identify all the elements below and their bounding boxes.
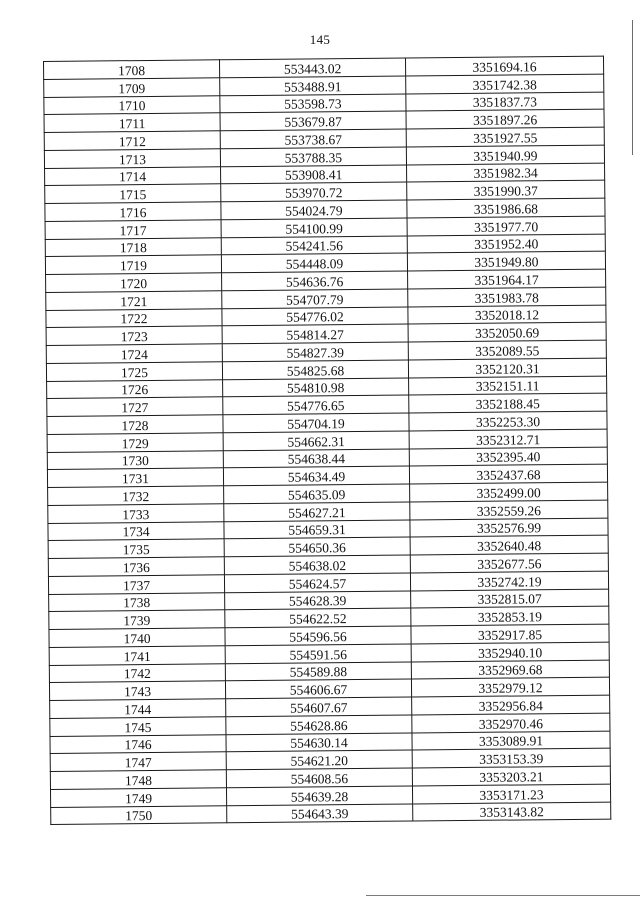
point-number-cell: 1734 <box>48 521 224 540</box>
x-coordinate-cell: 554608.56 <box>226 768 412 788</box>
y-coordinate-cell: 3352312.71 <box>409 429 607 449</box>
y-coordinate-cell: 3352940.10 <box>411 642 609 662</box>
y-coordinate-cell: 3352559.26 <box>410 500 608 520</box>
y-coordinate-cell: 3352742.19 <box>410 571 608 591</box>
x-coordinate-cell: 554622.52 <box>225 608 411 628</box>
y-coordinate-cell: 3353203.21 <box>412 766 610 786</box>
y-coordinate-cell: 3352253.30 <box>409 411 607 431</box>
x-coordinate-cell: 554704.19 <box>223 413 409 433</box>
x-coordinate-cell: 554662.31 <box>223 431 409 451</box>
y-coordinate-cell: 3352956.84 <box>412 695 610 715</box>
point-number-cell: 1735 <box>48 539 224 558</box>
y-coordinate-cell: 3352018.12 <box>408 305 606 325</box>
x-coordinate-cell: 553679.87 <box>220 111 406 131</box>
y-coordinate-cell: 3351694.16 <box>405 56 603 76</box>
y-coordinate-cell: 3352395.40 <box>409 447 607 467</box>
y-coordinate-cell: 3351837.73 <box>406 92 604 112</box>
y-coordinate-cell: 3353143.82 <box>413 802 611 822</box>
y-coordinate-cell: 3351927.55 <box>406 127 604 147</box>
point-number-cell: 1739 <box>49 610 225 629</box>
x-coordinate-cell: 553788.35 <box>220 147 406 167</box>
x-coordinate-cell: 554810.98 <box>223 378 409 398</box>
y-coordinate-cell: 3351983.78 <box>408 287 606 307</box>
x-coordinate-cell: 554591.56 <box>225 644 411 664</box>
y-coordinate-cell: 3352576.99 <box>410 518 608 538</box>
x-coordinate-cell: 553908.41 <box>221 165 407 185</box>
x-coordinate-cell: 554825.68 <box>222 360 408 380</box>
point-number-cell: 1727 <box>47 397 223 416</box>
x-coordinate-cell: 553738.67 <box>220 129 406 149</box>
point-number-cell: 1715 <box>45 184 221 203</box>
x-coordinate-cell: 554589.88 <box>225 661 411 681</box>
point-number-cell: 1746 <box>50 734 226 753</box>
x-coordinate-cell: 554814.27 <box>222 324 408 344</box>
point-number-cell: 1722 <box>46 308 222 327</box>
x-coordinate-cell: 553443.02 <box>219 58 405 78</box>
x-coordinate-cell: 554827.39 <box>222 342 408 362</box>
point-number-cell: 1709 <box>44 78 220 97</box>
y-coordinate-cell: 3351977.70 <box>407 216 605 236</box>
y-coordinate-cell: 3351897.26 <box>406 109 604 129</box>
point-number-cell: 1710 <box>44 95 220 114</box>
x-coordinate-cell: 554241.56 <box>221 236 407 256</box>
y-coordinate-cell: 3352969.68 <box>411 660 609 680</box>
point-number-cell: 1718 <box>45 237 221 256</box>
x-coordinate-cell: 554643.39 <box>227 803 413 823</box>
x-coordinate-cell: 554606.67 <box>225 679 411 699</box>
point-number-cell: 1725 <box>46 362 222 381</box>
x-coordinate-cell: 554621.20 <box>226 750 412 770</box>
point-number-cell: 1720 <box>46 273 222 292</box>
x-coordinate-cell: 554659.31 <box>224 519 410 539</box>
x-coordinate-cell: 554627.21 <box>224 502 410 522</box>
y-coordinate-cell: 3352917.85 <box>411 624 609 644</box>
y-coordinate-cell: 3351940.99 <box>406 145 604 165</box>
point-number-cell: 1711 <box>44 113 220 132</box>
y-coordinate-cell: 3352089.55 <box>408 340 606 360</box>
point-number-cell: 1749 <box>50 788 226 807</box>
y-coordinate-cell: 3352640.48 <box>410 535 608 555</box>
point-number-cell: 1716 <box>45 202 221 221</box>
point-number-cell: 1708 <box>44 60 220 79</box>
point-number-cell: 1717 <box>45 220 221 239</box>
scan-edge-line-right <box>632 20 633 155</box>
y-coordinate-cell: 3353171.23 <box>412 784 610 804</box>
point-number-cell: 1730 <box>47 450 223 469</box>
point-number-cell: 1719 <box>45 255 221 274</box>
point-number-cell: 1736 <box>48 557 224 576</box>
x-coordinate-cell: 554650.36 <box>224 537 410 557</box>
point-number-cell: 1747 <box>50 752 226 771</box>
point-number-cell: 1744 <box>50 699 226 718</box>
x-coordinate-cell: 554630.14 <box>226 732 412 752</box>
point-number-cell: 1729 <box>47 433 223 452</box>
x-coordinate-cell: 554628.39 <box>225 590 411 610</box>
x-coordinate-cell: 554776.02 <box>222 307 408 327</box>
y-coordinate-cell: 3352979.12 <box>411 677 609 697</box>
x-coordinate-cell: 554624.57 <box>224 573 410 593</box>
x-coordinate-cell: 554638.02 <box>224 555 410 575</box>
point-number-cell: 1732 <box>48 486 224 505</box>
x-coordinate-cell: 553970.72 <box>221 182 407 202</box>
point-number-cell: 1748 <box>50 770 226 789</box>
y-coordinate-cell: 3352499.00 <box>410 482 608 502</box>
x-coordinate-cell: 554638.44 <box>223 449 409 469</box>
y-coordinate-cell: 3352188.45 <box>409 393 607 413</box>
point-number-cell: 1721 <box>46 291 222 310</box>
x-coordinate-cell: 554776.65 <box>223 395 409 415</box>
scan-edge-line-bottom <box>366 895 640 896</box>
point-number-cell: 1750 <box>51 805 227 824</box>
point-number-cell: 1741 <box>49 646 225 665</box>
x-coordinate-cell: 554448.09 <box>221 253 407 273</box>
y-coordinate-cell: 3352151.11 <box>409 376 607 396</box>
page-number: 145 <box>309 32 331 47</box>
point-number-cell: 1740 <box>49 628 225 647</box>
y-coordinate-cell: 3352815.07 <box>411 589 609 609</box>
y-coordinate-cell: 3352970.46 <box>412 713 610 733</box>
point-number-cell: 1733 <box>48 504 224 523</box>
x-coordinate-cell: 554100.99 <box>221 218 407 238</box>
x-coordinate-cell: 554607.67 <box>226 697 412 717</box>
x-coordinate-cell: 554639.28 <box>226 786 412 806</box>
x-coordinate-cell: 554636.76 <box>222 271 408 291</box>
x-coordinate-cell: 554024.79 <box>221 200 407 220</box>
y-coordinate-cell: 3352050.69 <box>408 322 606 342</box>
coordinates-table-body <box>44 56 611 825</box>
x-coordinate-cell: 554635.09 <box>224 484 410 504</box>
x-coordinate-cell: 553488.91 <box>220 76 406 96</box>
point-number-cell: 1742 <box>49 663 225 682</box>
point-number-cell: 1714 <box>45 166 221 185</box>
y-coordinate-cell: 3352853.19 <box>411 606 609 626</box>
point-number-cell: 1712 <box>44 131 220 150</box>
point-number-cell: 1724 <box>46 344 222 363</box>
y-coordinate-cell: 3353089.91 <box>412 731 610 751</box>
x-coordinate-cell: 553598.73 <box>220 94 406 114</box>
point-number-cell: 1723 <box>46 326 222 345</box>
x-coordinate-cell: 554707.79 <box>222 289 408 309</box>
x-coordinate-cell: 554628.86 <box>226 715 412 735</box>
point-number-cell: 1738 <box>49 592 225 611</box>
y-coordinate-cell: 3352120.31 <box>408 358 606 378</box>
y-coordinate-cell: 3352677.56 <box>410 553 608 573</box>
point-number-cell: 1726 <box>47 379 223 398</box>
point-number-cell: 1713 <box>44 149 220 168</box>
y-coordinate-cell: 3351952.40 <box>407 234 605 254</box>
y-coordinate-cell: 3351964.17 <box>408 269 606 289</box>
y-coordinate-cell: 3351982.34 <box>407 163 605 183</box>
point-number-cell: 1743 <box>49 681 225 700</box>
y-coordinate-cell: 3353153.39 <box>412 748 610 768</box>
point-number-cell: 1728 <box>47 415 223 434</box>
point-number-cell: 1745 <box>50 717 226 736</box>
y-coordinate-cell: 3352437.68 <box>409 464 607 484</box>
x-coordinate-cell: 554634.49 <box>223 466 409 486</box>
y-coordinate-cell: 3351990.37 <box>407 180 605 200</box>
y-coordinate-cell: 3351986.68 <box>407 198 605 218</box>
point-number-cell: 1737 <box>48 575 224 594</box>
coordinates-table <box>43 56 611 826</box>
point-number-cell: 1731 <box>47 468 223 487</box>
y-coordinate-cell: 3351949.80 <box>407 251 605 271</box>
y-coordinate-cell: 3351742.38 <box>406 74 604 94</box>
x-coordinate-cell: 554596.56 <box>225 626 411 646</box>
